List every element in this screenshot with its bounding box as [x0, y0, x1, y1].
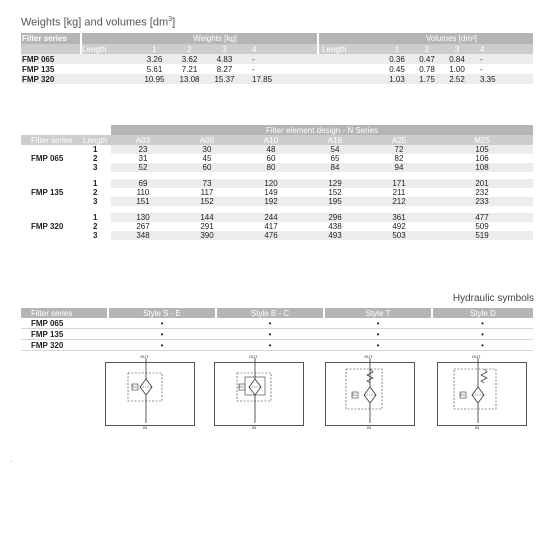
symbol-di-label: D.I. — [132, 385, 138, 389]
availability-mark: • — [216, 340, 324, 351]
table-row — [21, 163, 533, 172]
length-cell: 3 — [93, 163, 98, 172]
table-row — [21, 179, 533, 188]
availability-mark: • — [108, 340, 216, 351]
header-code-3: A10 — [239, 135, 303, 145]
availability-mark: • — [108, 329, 216, 340]
table-row — [21, 318, 533, 329]
value-cell: 130 — [111, 213, 175, 222]
header-volumes: Volumes [dm³] — [318, 33, 533, 44]
availability-mark: • — [432, 318, 533, 329]
value-cell: 151 — [111, 197, 175, 206]
row-series: FMP 065 — [21, 318, 108, 329]
table-row — [21, 54, 533, 64]
design-table — [21, 125, 533, 240]
value-cell: 171 — [367, 179, 431, 188]
header-code-4: A16 — [303, 135, 367, 145]
header-length: Length — [81, 135, 111, 145]
header-length: Length — [81, 44, 137, 54]
table-row — [21, 64, 533, 74]
table-row — [21, 197, 533, 206]
row-gap — [21, 172, 533, 179]
symbol-in-label: IN — [475, 425, 479, 430]
weight-cell: 7.21 — [181, 64, 198, 74]
volume-cell: 0.47 — [412, 54, 442, 64]
cell-empty — [318, 74, 382, 84]
header-style-t: Style T — [324, 308, 432, 318]
value-cell: 106 — [475, 154, 489, 163]
weight-cell: 8.27 — [216, 64, 233, 74]
volume-cell: 0.45 — [389, 64, 405, 74]
row-series: FMP 320 — [21, 340, 108, 351]
header-v-len-1: 1 — [382, 44, 412, 54]
group-series: FMP 065 — [31, 154, 64, 163]
value-cell: 390 — [175, 231, 239, 240]
symbol-out-label: OUT — [364, 354, 373, 359]
value-cell: 233 — [431, 197, 533, 206]
symbol-in-label: IN — [252, 425, 256, 430]
weight-cell: - — [242, 54, 318, 64]
value-cell: 417 — [264, 222, 278, 231]
value-cell: 149 — [264, 188, 278, 197]
value-cell: 23 — [111, 145, 175, 154]
group-series: FMP 320 — [31, 222, 64, 231]
weight-cell: 15.37 — [207, 74, 242, 84]
value-cell: 201 — [431, 179, 533, 188]
row-series: FMP 065 — [21, 54, 81, 64]
weight-cell: 3.26 — [137, 54, 172, 64]
value-cell: 45 — [202, 154, 212, 163]
value-cell: 31 — [138, 154, 148, 163]
header-code-2: A06 — [175, 135, 239, 145]
header-design: Filter element design - N Series — [111, 125, 533, 135]
length-cell: 1 — [93, 213, 98, 222]
length-cell: 3 — [93, 231, 98, 240]
weight-cell: 10.95 — [137, 74, 172, 84]
value-cell: 52 — [111, 163, 175, 172]
volume-cell: - — [472, 54, 533, 64]
header-length-v: Length — [318, 44, 382, 54]
header-style-bc: Style B - C — [216, 308, 324, 318]
table-row — [21, 231, 533, 240]
table-row — [21, 74, 533, 84]
weights-volumes-table — [21, 33, 533, 84]
header-v-len-2: 2 — [412, 44, 442, 54]
value-cell: 152 — [328, 188, 342, 197]
volume-cell: 0.36 — [382, 54, 412, 64]
value-cell: 129 — [303, 179, 367, 188]
value-cell: 144 — [175, 213, 239, 222]
volume-cell: 2.52 — [442, 74, 472, 84]
weight-cell: 3.62 — [172, 54, 207, 64]
weights-title — [21, 16, 175, 29]
header-v-len-4: 4 — [472, 44, 533, 54]
row-series: FMP 135 — [21, 329, 108, 340]
volume-cell: 1.00 — [449, 64, 465, 74]
header-code-6: M25 — [431, 135, 533, 145]
hydraulic-symbol-d — [437, 354, 527, 430]
value-cell: 72 — [367, 145, 431, 154]
availability-mark: • — [216, 329, 324, 340]
table-row — [21, 329, 533, 340]
value-cell: 267 — [136, 222, 150, 231]
availability-mark: • — [108, 318, 216, 329]
value-cell: 117 — [200, 188, 214, 197]
header-w-len-3: 3 — [207, 44, 242, 54]
header-style-d: Style D — [432, 308, 533, 318]
cell-empty — [81, 74, 137, 84]
symbol-out-label: OUT — [472, 354, 481, 359]
gap-cell — [21, 172, 533, 179]
table-row — [21, 145, 533, 154]
value-cell: 69 — [111, 179, 175, 188]
value-cell: 476 — [239, 231, 303, 240]
header-filter-series: Filter series — [21, 135, 81, 145]
row-series: FMP 135 — [22, 64, 55, 74]
value-cell: 232 — [475, 188, 489, 197]
header-w-len-4: 4 — [242, 44, 318, 54]
availability-mark: • — [432, 340, 533, 351]
cell-empty — [81, 64, 137, 74]
symbol-out-label: OUT — [249, 354, 258, 359]
value-cell: 195 — [303, 197, 367, 206]
symbol-di-label: D.I. — [352, 393, 358, 397]
row-series: FMP 320 — [21, 74, 81, 84]
length-cell: 1 — [93, 179, 98, 188]
filter-symbol-icon — [438, 355, 526, 427]
symbol-out-label: OUT — [140, 354, 149, 359]
filter-symbol-icon — [106, 355, 194, 427]
availability-mark: • — [324, 329, 432, 340]
header-filter-series: Filter series — [21, 308, 108, 318]
stray-mark: . — [10, 455, 13, 464]
hydraulic-symbol-se — [105, 354, 195, 430]
availability-mark: • — [216, 318, 324, 329]
cell-empty — [318, 54, 382, 64]
header-code-1: A03 — [111, 135, 175, 145]
table-row — [21, 213, 533, 222]
header-blank — [21, 125, 81, 135]
length-cell: 2 — [93, 154, 98, 163]
weight-cell: 4.83 — [207, 54, 242, 64]
value-cell: 82 — [394, 154, 404, 163]
value-cell: 212 — [367, 197, 431, 206]
volume-cell: - — [480, 64, 483, 74]
header-style-se: Style S - E — [108, 308, 216, 318]
value-cell: 438 — [328, 222, 342, 231]
header-v-len-3: 3 — [442, 44, 472, 54]
gap-cell — [21, 206, 533, 213]
header-weights: Weights [kg] — [81, 33, 318, 44]
filter-symbol-icon — [326, 355, 414, 427]
value-cell: 30 — [175, 145, 239, 154]
value-cell: 60 — [266, 154, 276, 163]
table-row — [21, 340, 533, 351]
availability-mark: • — [324, 340, 432, 351]
length-cell: 3 — [93, 197, 98, 206]
weights-title-end: ] — [172, 16, 176, 29]
value-cell: 477 — [431, 213, 533, 222]
value-cell: 65 — [330, 154, 340, 163]
table-row — [21, 154, 533, 163]
header-blank — [81, 125, 111, 135]
value-cell: 110 — [136, 188, 150, 197]
value-cell: 296 — [303, 213, 367, 222]
value-cell: 108 — [431, 163, 533, 172]
value-cell: 291 — [200, 222, 214, 231]
value-cell: 73 — [175, 179, 239, 188]
length-cell: 2 — [93, 222, 98, 231]
value-cell: 509 — [475, 222, 489, 231]
weight-cell: 17.85 — [242, 74, 318, 84]
value-cell: 54 — [303, 145, 367, 154]
hydraulic-symbol-bc — [214, 354, 304, 430]
value-cell: 348 — [111, 231, 175, 240]
volume-cell: 3.35 — [472, 74, 533, 84]
value-cell: 84 — [303, 163, 367, 172]
volume-cell: 0.78 — [419, 64, 435, 74]
cell-empty — [81, 54, 137, 64]
availability-mark: • — [324, 318, 432, 329]
weight-cell: - — [252, 64, 255, 74]
volume-cell: 1.75 — [412, 74, 442, 84]
value-cell: 152 — [175, 197, 239, 206]
length-cell: 1 — [93, 145, 98, 154]
value-cell: 60 — [175, 163, 239, 172]
hydraulic-symbols-title: Hydraulic symbols — [452, 293, 534, 304]
cell-empty — [318, 64, 382, 74]
weight-cell: 5.61 — [146, 64, 163, 74]
header-code-5: A25 — [367, 135, 431, 145]
weights-title-text: Weights [kg] and volumes [dm — [21, 16, 169, 29]
hydraulic-symbol-t — [325, 354, 415, 430]
value-cell: 493 — [303, 231, 367, 240]
value-cell: 361 — [367, 213, 431, 222]
filter-symbol-icon — [215, 355, 303, 427]
row-gap — [21, 206, 533, 213]
volume-cell: 0.84 — [442, 54, 472, 64]
weight-cell: 13.08 — [172, 74, 207, 84]
weights-title-sup: 3 — [168, 16, 173, 23]
hydraulic-table — [21, 308, 533, 351]
value-cell: 94 — [367, 163, 431, 172]
value-cell: 105 — [431, 145, 533, 154]
header-blank — [21, 44, 81, 54]
volume-cell: 1.03 — [382, 74, 412, 84]
header-filter-series: Filter series — [21, 33, 81, 44]
group-series: FMP 135 — [31, 188, 64, 197]
value-cell: 519 — [431, 231, 533, 240]
symbol-di-label: D.I. — [239, 385, 245, 389]
availability-mark: • — [432, 329, 533, 340]
value-cell: 244 — [239, 213, 303, 222]
value-cell: 48 — [239, 145, 303, 154]
symbol-di-label: D.I. — [460, 393, 466, 397]
value-cell: 492 — [392, 222, 406, 231]
table-row — [21, 222, 533, 231]
value-cell: 192 — [239, 197, 303, 206]
symbol-in-label: IN — [143, 425, 147, 430]
header-w-len-1: 1 — [137, 44, 172, 54]
table-row — [21, 188, 533, 197]
length-cell: 2 — [93, 188, 98, 197]
header-w-len-2: 2 — [172, 44, 207, 54]
value-cell: 80 — [239, 163, 303, 172]
symbol-in-label: IN — [367, 425, 371, 430]
value-cell: 211 — [392, 188, 406, 197]
value-cell: 120 — [239, 179, 303, 188]
value-cell: 503 — [367, 231, 431, 240]
